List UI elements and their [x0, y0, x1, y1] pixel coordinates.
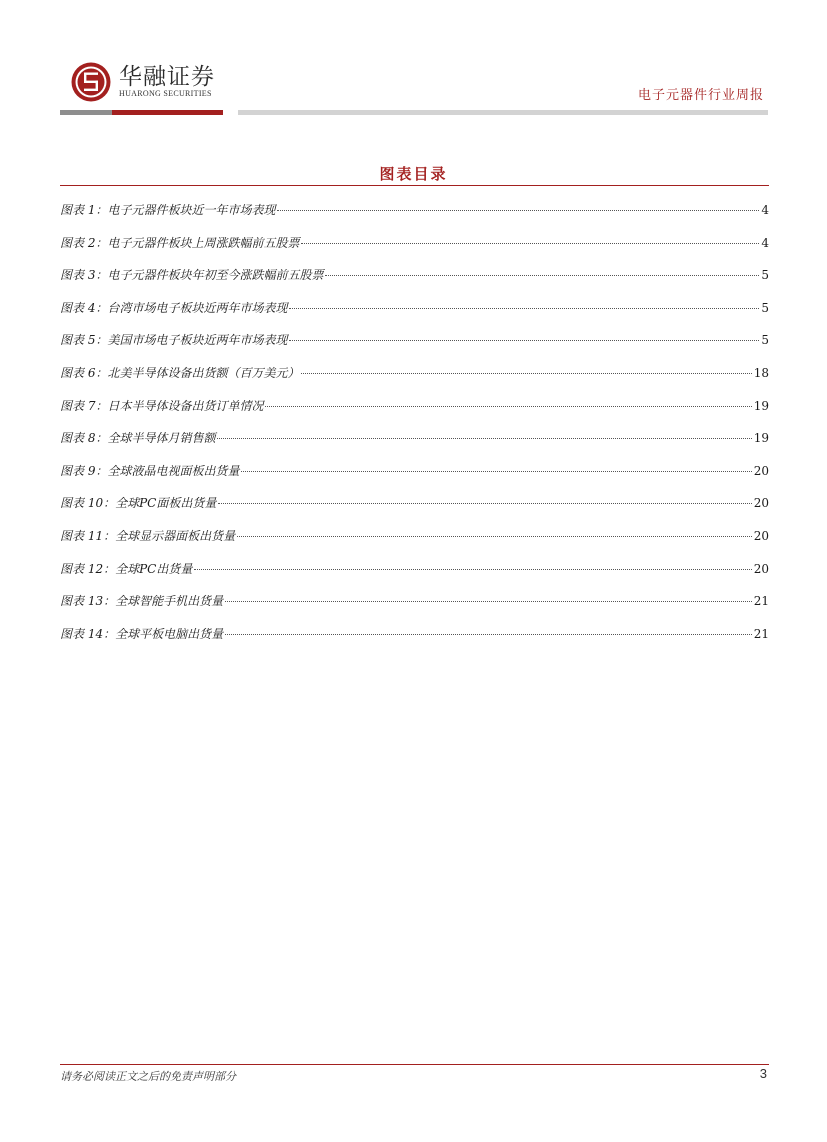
toc-entry[interactable]	[60, 560, 769, 593]
toc-entry-label: 图表 4：台湾市场电子板块近两年市场表现	[60, 300, 288, 315]
toc-entry[interactable]	[60, 527, 769, 560]
toc-entry-page: 4	[761, 235, 769, 250]
toc-entry-label: 图表 7：日本半导体设备出货订单情况	[60, 398, 264, 413]
brand-name-en: HUARONG SECURITIES	[119, 89, 212, 98]
toc-dot-leader	[217, 438, 751, 439]
toc-entry[interactable]	[60, 494, 769, 527]
toc-entry-page: 5	[761, 333, 769, 348]
toc-entry[interactable]	[60, 462, 769, 495]
toc-entry[interactable]	[60, 331, 769, 364]
toc-entry-label: 图表 6：北美半导体设备出货额（百万美元）	[60, 365, 300, 380]
toc-entry[interactable]	[60, 299, 769, 332]
toc-entry-page: 5	[761, 268, 769, 283]
header-bar-rule	[238, 110, 768, 115]
toc-entry-label: 图表 5：美国市场电子板块近两年市场表现	[60, 333, 288, 348]
footer-disclaimer: 请务必阅读正文之后的免责声明部分	[60, 1070, 236, 1083]
report-type: 电子元器件行业周报	[637, 88, 764, 103]
toc-dot-leader	[218, 503, 751, 504]
toc-entry[interactable]	[60, 429, 769, 462]
toc-dot-leader	[194, 569, 751, 570]
toc-entry-label: 图表 14：全球平板电脑出货量	[60, 626, 224, 641]
toc-list	[60, 201, 769, 657]
toc-entry-label: 图表 12：全球PC出货量	[60, 561, 193, 576]
page-number: 3	[759, 1066, 767, 1081]
toc-title-rule	[60, 185, 769, 186]
toc-dot-leader	[325, 275, 759, 276]
toc-dot-leader	[289, 308, 759, 309]
footer-rule	[60, 1064, 769, 1065]
toc-entry-label: 图表 1：电子元器件板块近一年市场表现	[60, 203, 276, 217]
toc-dot-leader	[265, 406, 751, 407]
toc-dot-leader	[225, 634, 752, 635]
toc-dot-leader	[225, 601, 752, 602]
toc-dot-leader	[301, 243, 759, 244]
toc-entry-label: 图表 11：全球显示器面板出货量	[60, 528, 236, 543]
toc-entry[interactable]	[60, 592, 769, 625]
toc-entry-page: 19	[753, 398, 769, 413]
toc-entry-page: 21	[753, 626, 769, 641]
toc-entry-page: 20	[753, 496, 769, 511]
toc-entry[interactable]	[60, 234, 769, 267]
toc-title: 图表目录	[379, 165, 448, 183]
toc-entry-page: 5	[761, 300, 769, 315]
toc-dot-leader	[301, 373, 751, 374]
toc-entry-label: 图表 9：全球液晶电视面板出货量	[60, 463, 240, 478]
header-bar-segment	[60, 110, 112, 115]
toc-entry[interactable]	[60, 364, 769, 397]
toc-entry-page: 20	[753, 463, 769, 478]
toc-entry-page: 19	[753, 431, 769, 446]
toc-dot-leader	[237, 536, 752, 537]
toc-dot-leader	[277, 210, 759, 211]
huarong-logo-icon	[70, 61, 112, 103]
toc-entry-label: 图表 2：电子元器件板块上周涨跌幅前五股票	[60, 235, 300, 250]
toc-entry-page: 18	[753, 365, 769, 380]
toc-entry-label: 图表 13：全球智能手机出货量	[60, 594, 224, 609]
header-bar-accent	[112, 110, 223, 115]
toc-entry-label: 图表 3：电子元器件板块年初至今涨跌幅前五股票	[60, 268, 324, 283]
toc-dot-leader	[241, 471, 751, 472]
toc-entry-page: 20	[753, 528, 769, 543]
toc-entry[interactable]	[60, 201, 769, 234]
toc-entry-page: 20	[753, 561, 769, 576]
toc-entry-page: 4	[761, 203, 769, 217]
toc-entry[interactable]	[60, 625, 769, 658]
toc-entry-page: 21	[753, 594, 769, 609]
toc-entry[interactable]	[60, 266, 769, 299]
brand-name-cn: 华融证券	[119, 64, 215, 90]
toc-entry[interactable]	[60, 397, 769, 430]
toc-entry-label: 图表 8：全球半导体月销售额	[60, 431, 216, 446]
toc-entry-label: 图表 10：全球PC面板出货量	[60, 496, 217, 511]
toc-dot-leader	[289, 340, 759, 341]
